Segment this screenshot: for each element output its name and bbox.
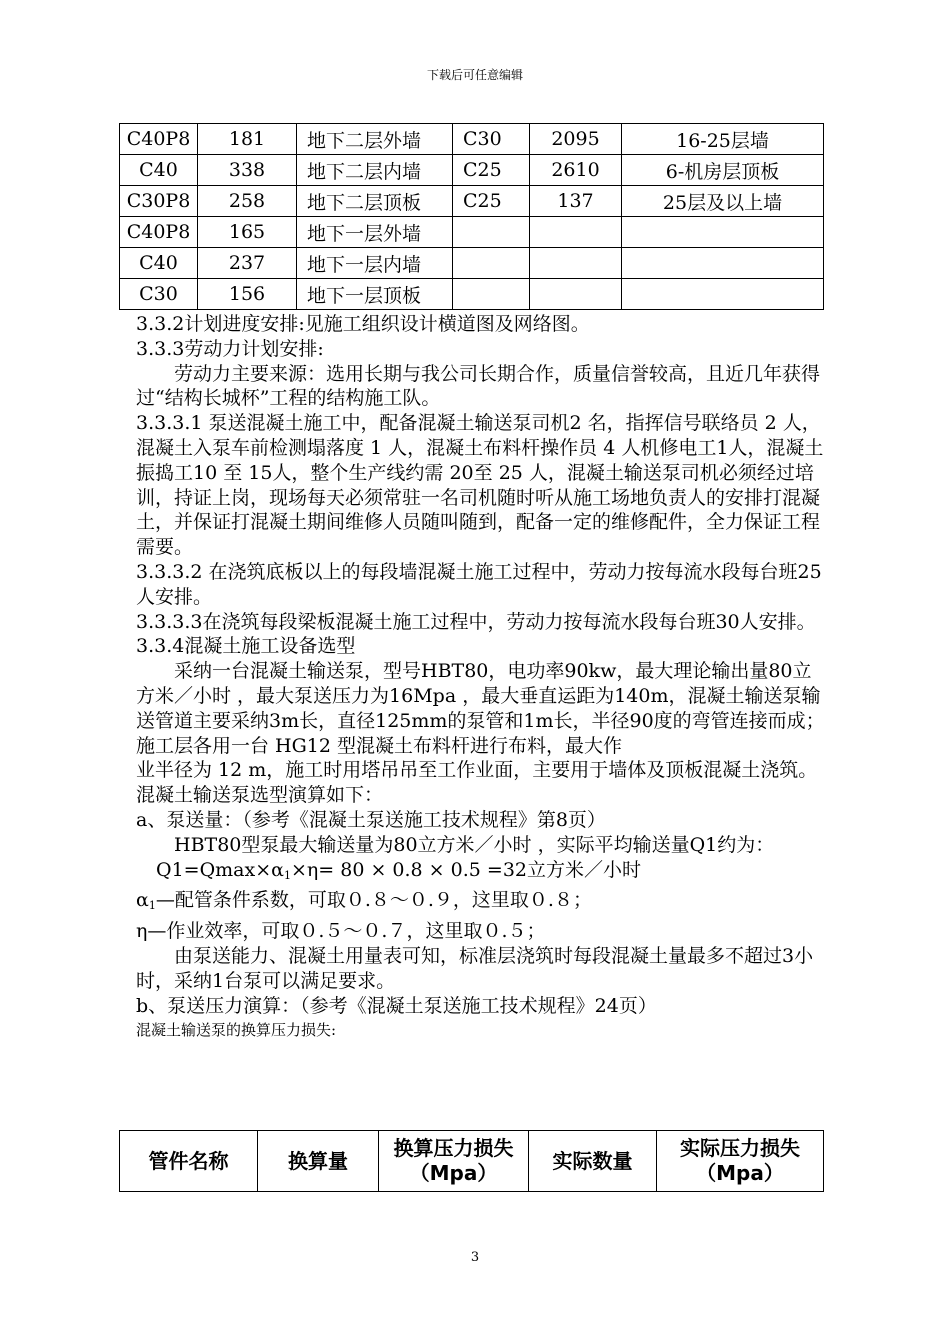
paragraph-pump-volume: a、泵送量：（参考《混凝土泵送施工技术规程》第8页） <box>136 808 606 831</box>
table-cell: 2610 <box>530 155 622 186</box>
table-cell: C30 <box>453 124 530 155</box>
table-cell: 165 <box>198 217 297 248</box>
subscript: 1 <box>148 899 156 913</box>
table-cell: 地下一层内墙 <box>297 248 453 279</box>
paragraph-3-3-3-2: 3.3.3.2 在浇筑底板以上的每段墙混凝土施工过程中，劳动力按每流水段每台班25人安排。 <box>136 560 822 608</box>
pressure-loss-table <box>119 1130 824 1192</box>
table-cell: 25层及以上墙 <box>622 186 824 217</box>
document-body <box>136 312 826 1043</box>
paragraph-conclusion: 由泵送能力、混凝土用量表可知，标准层浇筑时每段混凝土量最多不超过3小时，采纳1台泵可以满足要求。 <box>136 944 814 992</box>
table-cell <box>622 279 824 310</box>
table-cell <box>530 248 622 279</box>
table-cell: C40P8 <box>120 124 198 155</box>
table-cell: C30 <box>120 279 198 310</box>
table-cell: C40 <box>120 155 198 186</box>
formula-text: —配管条件系数，可取０.８～０.９，这里取０.８； <box>155 889 592 912</box>
table-header-row <box>120 1131 824 1192</box>
paragraph-schedule: 3.3.2计划进度安排:见施工组织设计横道图及网络图。 <box>136 313 590 335</box>
table-cell: C40 <box>120 248 198 279</box>
table-cell: 地下二层内墙 <box>297 155 453 186</box>
paragraph-calc-intro: 混凝土输送泵选型演算如下： <box>136 784 384 807</box>
table-cell: 156 <box>198 279 297 310</box>
table-row <box>120 155 824 186</box>
paragraph-labor-heading: 3.3.3劳动力计划安排: <box>136 337 324 360</box>
column-header: 换算量 <box>258 1131 379 1192</box>
formula-text: α <box>136 889 149 912</box>
table-cell: C25 <box>453 186 530 217</box>
pressure-table-caption: 混凝土输送泵的换算压力损失: <box>136 1021 337 1040</box>
paragraph-labor-source: 劳动力主要来源：选用长期与我公司长期合作，质量信誉较高，且近几年获得过“结构长城杯”工程的结构施工队。 <box>136 362 821 410</box>
table-row <box>120 186 824 217</box>
table-cell <box>453 217 530 248</box>
table-cell <box>453 279 530 310</box>
table-cell: C25 <box>453 155 530 186</box>
table-cell: C30P8 <box>120 186 198 217</box>
table-cell <box>622 248 824 279</box>
paragraph-max-output: HBT80型泵最大输送量为80立方米／小时 ，实际平均输送量Q1约为： <box>174 833 775 856</box>
column-header: 实际压力损失（Mpa） <box>657 1131 824 1192</box>
table-cell: 258 <box>198 186 297 217</box>
table-cell: 地下二层外墙 <box>297 124 453 155</box>
table-cell: C40P8 <box>120 217 198 248</box>
paragraph-alpha-def <box>136 888 826 919</box>
table-cell: 237 <box>198 248 297 279</box>
formula-text: ×η= 80 × 0.8 × 0.5 =32立方米／小时 <box>290 858 641 881</box>
table-cell: 338 <box>198 155 297 186</box>
paragraph-3-3-3-1: 3.3.3.1 泵送混凝土施工中，配备混凝土输送泵司机2 名，指挥信号联络员 2 人，混凝土入泵车前检测塌落度 1 人，混凝土布料杆操作员 4 人机修电工1人，混凝土振捣工10 至 15人，整个生产线约需 20至 25 人，混凝土输送泵司机必须经过培训，持证上岗，现场每天必须常驻一名司机随时听从施工场地负责人的安排打混凝土，并保证打混凝土期间维修人员随叫随到，配备一定的维修配件，全力保证工程需要。 <box>136 412 824 559</box>
paragraph-boom-radius: 业半径为 12 m，施工时用塔吊吊至工作业面，主要用于墙体及顶板混凝土浇筑。 <box>136 759 818 782</box>
table-cell: 地下一层顶板 <box>297 279 453 310</box>
table-cell: 137 <box>530 186 622 217</box>
table-row <box>120 279 824 310</box>
table-cell: 16-25层墙 <box>622 124 824 155</box>
table-cell <box>622 217 824 248</box>
table-cell: 181 <box>198 124 297 155</box>
subscript: 1 <box>283 868 291 882</box>
column-header: 管件名称 <box>120 1131 258 1192</box>
paragraph-3-3-3-3: 3.3.3.3在浇筑每段梁板混凝土施工过程中，劳动力按每流水段每台班30人安排。 <box>136 610 816 633</box>
page-header: 下载后可任意编辑 <box>426 68 523 82</box>
table-cell: 2095 <box>530 124 622 155</box>
page-number: 3 <box>470 1250 480 1265</box>
concrete-volume-table <box>119 123 824 310</box>
formula-q1 <box>136 858 826 889</box>
table-cell: 地下二层顶板 <box>297 186 453 217</box>
table-cell: 地下一层外墙 <box>297 217 453 248</box>
paragraph-pump-spec: 采纳一台混凝土输送泵，型号HBT80，电功率90kw，最大理论输出量80立方米／小时 ，最大泵送压力为16Mpa ，最大垂直运距为140m，混凝土输送泵输送管道主要采纳3m长，直径125mm的泵管和1m长，半径90度的弯管连接而成；施工层各用一台 HG12 型混凝土布料杆进行布料，最大作 <box>136 660 825 757</box>
paragraph-pressure-calc: b、泵送压力演算：（参考《混凝土泵送施工技术规程》24页） <box>136 994 657 1017</box>
table-row <box>120 217 824 248</box>
formula-text: Q1=Qmax×α <box>156 858 284 881</box>
table-cell <box>530 279 622 310</box>
column-header: 实际数量 <box>529 1131 657 1192</box>
column-header: 换算压力损失（Mpa） <box>379 1131 529 1192</box>
table-row <box>120 248 824 279</box>
paragraph-eta-def: η—作业效率，可取０.５～０.７，这里取０.５； <box>136 920 546 943</box>
paragraph-equipment-heading: 3.3.4混凝土施工设备选型 <box>136 635 356 658</box>
table-cell <box>530 217 622 248</box>
table-cell: 6-机房层顶板 <box>622 155 824 186</box>
table-row <box>120 124 824 155</box>
table-cell <box>453 248 530 279</box>
